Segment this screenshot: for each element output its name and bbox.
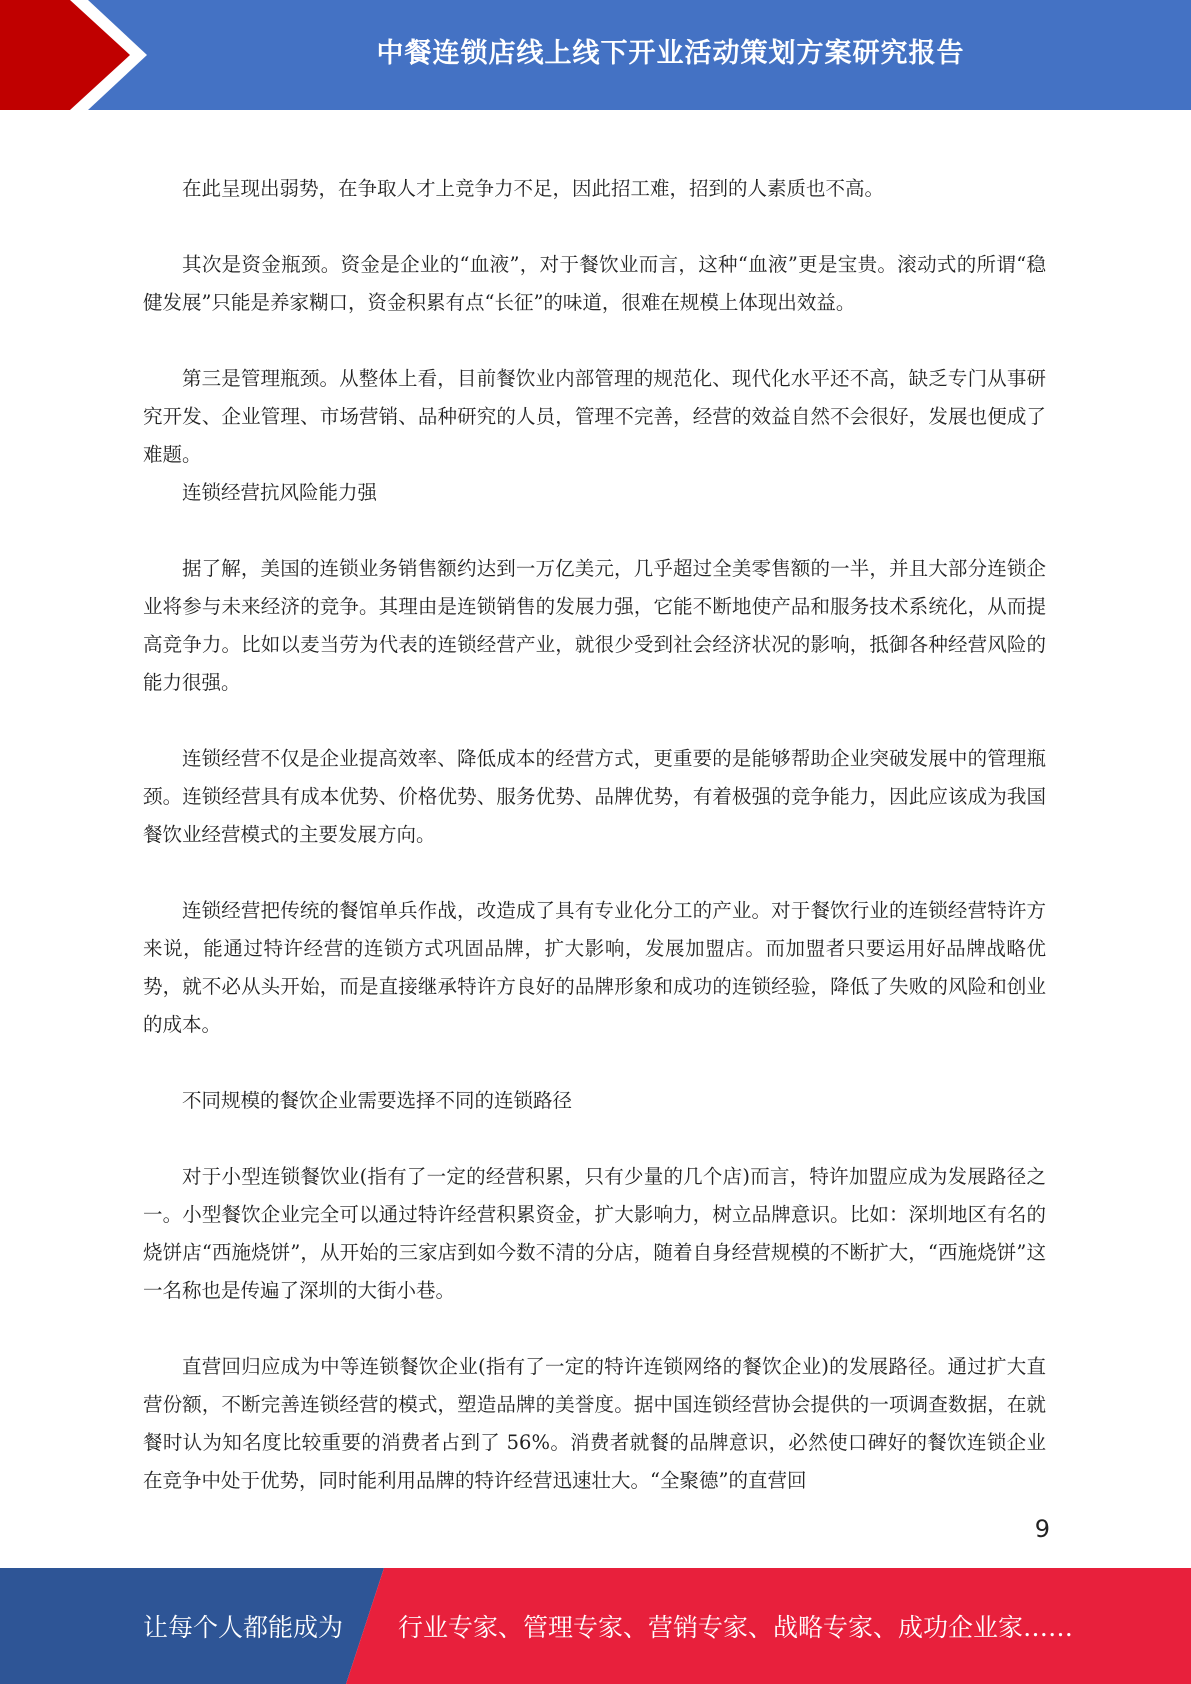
paragraph: 直营回归应成为中等连锁餐饮企业(指有了一定的特许连锁网络的餐饮企业)的发展路径。通过扩大直营份额，不断完善连锁经营的模式，塑造品牌的美誉度。据中国连锁经营协会提供的一项调查数据，在就餐时认为知名度比较重要的消费者占到了 56%。消费者就餐的品牌意识，必然使口碑好的餐饮连锁企业在竞争中处于优势，同时能利用品牌的特许经营迅速壮大。“全聚德”的直营回 [143,1355,1046,1492]
footer-slogan-right: 行业专家、管理专家、营销专家、战略专家、成功企业家…… [398,1613,1074,1642]
paragraph: 据了解，美国的连锁业务销售额约达到一万亿美元，几乎超过全美零售额的一半，并且大部分连锁企业将参与未来经济的竞争。其理由是连锁销售的发展力强，它能不断地使产品和服务技术系统化，从而提高竞争力。比如以麦当劳为代表的连锁经营产业，就很少受到社会经济状况的影响，抵御各种经营风险的能力很强。 [143,557,1046,694]
paragraph: 对于小型连锁餐饮业(指有了一定的经营积累，只有少量的几个店)而言，特许加盟应成为发展路径之一。小型餐饮企业完全可以通过特许经营积累资金，扩大影响力，树立品牌意识。比如：深圳地区有名的烧饼店“西施烧饼”，从开始的三家店到如今数不清的分店，随着自身经营规模的不断扩大，“西施烧饼”这一名称也是传遍了深圳的大街小巷。 [143,1165,1046,1302]
page-footer [0,1568,1191,1684]
footer-slogan-left: 让每个人都能成为 [143,1613,344,1642]
paragraph: 在此呈现出弱势，在争取人才上竞争力不足，因此招工难，招到的人素质也不高。 [182,177,885,200]
paragraph: 连锁经营把传统的餐馆单兵作战，改造成了具有专业化分工的产业。对于餐饮行业的连锁经营特许方来说，能通过特许经营的连锁方式巩固品牌，扩大影响，发展加盟店。而加盟者只要运用好品牌战略优势，就不必从头开始，而是直接继承特许方良好的品牌形象和成功的连锁经验，降低了失败的风险和创业的成本。 [143,899,1046,1036]
paragraph: 其次是资金瓶颈。资金是企业的“血液”，对于餐饮业而言，这种“血液”更是宝贵。滚动式的所谓“稳健发展”只能是养家糊口，资金积累有点“长征”的味道，很难在规模上体现出效益。 [143,253,1046,314]
paragraph: 第三是管理瓶颈。从整体上看，目前餐饮业内部管理的规范化、现代化水平还不高，缺乏专门从事研究开发、企业管理、市场营销、品种研究的人员，管理不完善，经营的效益自然不会很好，发展也便成了难题。 [143,367,1046,466]
page-header [0,0,1191,110]
page-number: 9 [1034,1515,1050,1543]
section-heading: 连锁经营抗风险能力强 [182,481,378,504]
header-arrow-icon [0,0,160,110]
paragraph: 连锁经营不仅是企业提高效率、降低成本的经营方式，更重要的是能够帮助企业突破发展中的管理瓶颈。连锁经营具有成本优势、价格优势、服务优势、品牌优势，有着极强的竞争能力，因此应该成为我国餐饮业经营模式的主要发展方向。 [143,747,1046,846]
section-heading: 不同规模的餐饮企业需要选择不同的连锁路径 [182,1089,573,1112]
body-text [143,170,1046,1500]
document-title: 中餐连锁店线上线下开业活动策划方案研究报告 [376,37,965,69]
